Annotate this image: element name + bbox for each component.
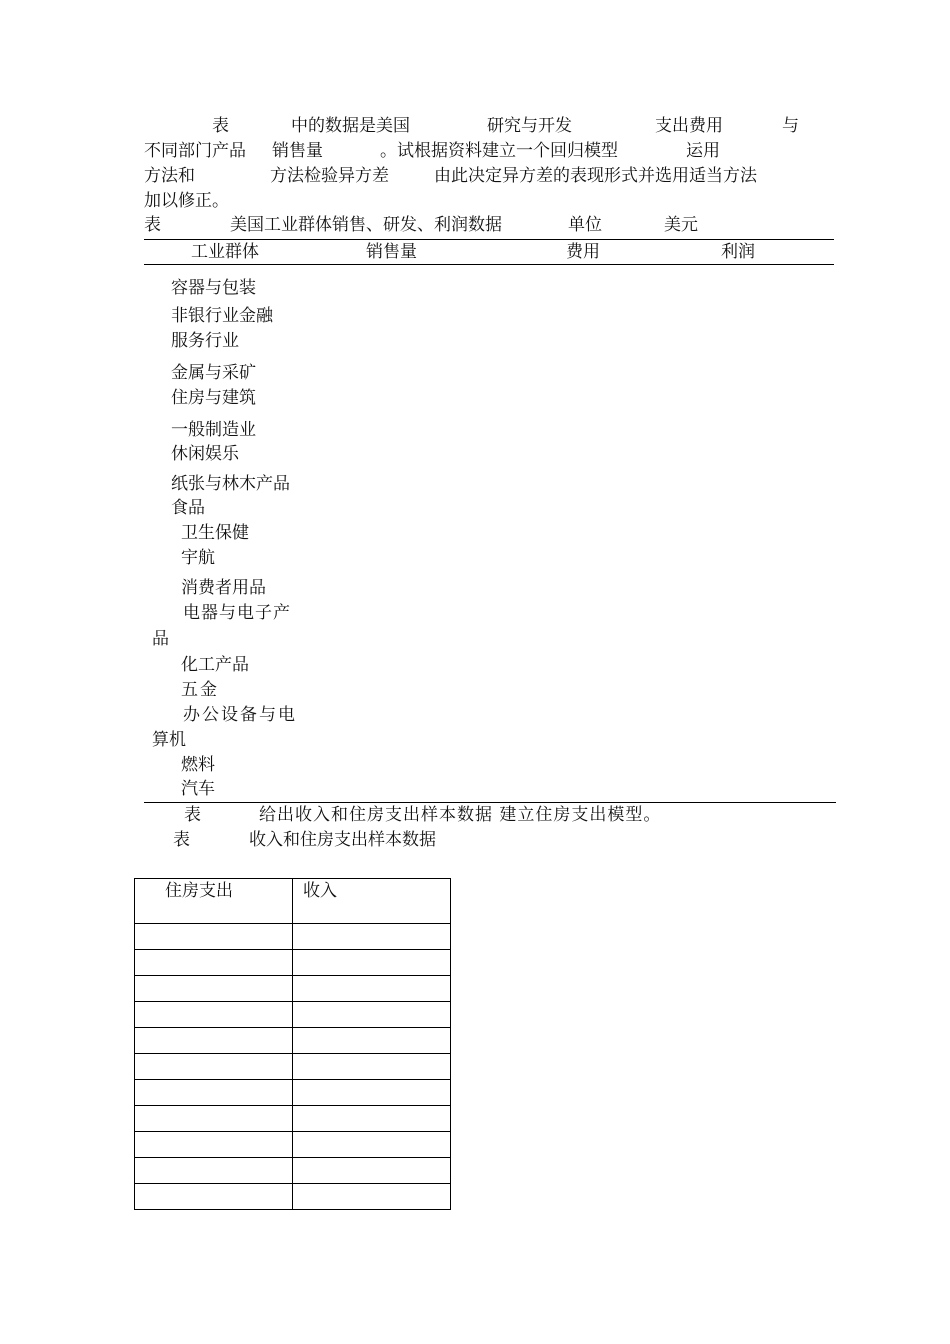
table-cell	[293, 976, 451, 1002]
table1-row-label: 五金	[181, 680, 219, 700]
table1-row-label: 燃料	[181, 755, 215, 775]
table-cell	[293, 1132, 451, 1158]
table-cell	[135, 1132, 293, 1158]
table1-header-profit: 利润	[721, 242, 755, 262]
table-cell	[135, 1002, 293, 1028]
table1-row-label: 宇航	[181, 548, 215, 568]
table-row	[135, 1158, 451, 1184]
table-row	[135, 1106, 451, 1132]
intro-word: 销售量	[272, 141, 323, 161]
table1-bottom-rule	[144, 802, 836, 803]
table-row	[135, 976, 451, 1002]
table-row	[135, 1054, 451, 1080]
table1-row-label: 休闲娱乐	[171, 444, 239, 464]
header-income: 收入	[293, 879, 451, 924]
table-cell	[135, 1028, 293, 1054]
table-row	[135, 924, 451, 950]
table1-row-label: 化工产品	[181, 655, 249, 675]
table1-header-sales: 销售量	[366, 242, 417, 262]
table-cell	[135, 1080, 293, 1106]
table-header-row	[135, 879, 451, 924]
table1-row-label: 一般制造业	[171, 420, 256, 440]
intro-word: 由此决定异方差的表现形式并选用适当方法	[434, 166, 757, 186]
intro-word: 方法检验异方差	[270, 166, 389, 186]
table-cell	[293, 1080, 451, 1106]
table1-row-label: 卫生保健	[181, 523, 249, 543]
table1-header-rule	[144, 264, 834, 265]
table-cell	[135, 1158, 293, 1184]
table-cell	[293, 1002, 451, 1028]
table-cell	[135, 1184, 293, 1210]
table-cell	[293, 1106, 451, 1132]
table-cell	[293, 1054, 451, 1080]
table1-row-label: 金属与采矿	[171, 363, 256, 383]
table1-header-rd-cost: 费用	[566, 242, 600, 262]
table1-row-label: 容器与包装	[171, 278, 256, 298]
table2-caption-title: 收入和住房支出样本数据	[249, 830, 436, 850]
intro-word: 与	[782, 116, 799, 136]
header-housing-spending: 住房支出	[135, 879, 293, 924]
table-cell	[135, 924, 293, 950]
intro-word: 方法和	[144, 166, 195, 186]
housing-income-table	[134, 878, 451, 1210]
table1-row-label: 纸张与林木产品	[171, 474, 290, 494]
intro-word: 支出费用	[655, 116, 723, 136]
table1-row-label-wrap: 品	[152, 629, 169, 649]
intro-word: 中的数据是美国	[291, 116, 410, 136]
table1-row-label: 办公设备与电	[183, 705, 297, 725]
table2-caption-label: 表	[173, 830, 190, 850]
intro-word: 加以修正。	[144, 191, 229, 211]
table1-row-label-wrap: 算机	[152, 730, 186, 750]
table1-caption-label: 表	[144, 215, 161, 235]
table-row	[135, 1028, 451, 1054]
table2-intro-label: 表	[184, 805, 201, 825]
table1-header-group: 工业群体	[191, 242, 259, 262]
table1-row-label: 住房与建筑	[171, 388, 256, 408]
intro-word: 研究与开发	[487, 116, 572, 136]
table-cell	[135, 1054, 293, 1080]
table-row	[135, 1080, 451, 1106]
table-cell	[293, 950, 451, 976]
table1-row-label: 汽车	[181, 779, 215, 799]
table-cell	[135, 950, 293, 976]
intro-word: 运用	[686, 141, 720, 161]
intro-word-table-ref: 表	[212, 116, 229, 136]
table-cell	[135, 1106, 293, 1132]
table1-row-label: 电器与电子产	[183, 603, 291, 623]
table-row	[135, 1184, 451, 1210]
table1-row-label: 食品	[171, 498, 205, 518]
table1-row-label: 服务行业	[171, 331, 239, 351]
table-cell	[293, 1184, 451, 1210]
intro-word: 。试根据资料建立一个回归模型	[380, 141, 618, 161]
table1-top-rule	[144, 239, 834, 240]
table2-intro-text: 给出收入和住房支出样本数据 建立住房支出模型。	[259, 805, 662, 825]
intro-word: 不同部门产品	[144, 141, 246, 161]
table1-row-label: 消费者用品	[181, 578, 266, 598]
table-cell	[135, 976, 293, 1002]
table-cell	[293, 924, 451, 950]
table-cell	[293, 1158, 451, 1184]
table-cell	[293, 1028, 451, 1054]
table-row	[135, 1002, 451, 1028]
table1-caption-title: 美国工业群体销售、研发、利润数据	[230, 215, 502, 235]
table1-caption-unit-label: 单位	[568, 215, 602, 235]
table1-row-label: 非银行业金融	[171, 306, 273, 326]
table1-caption-unit: 美元	[664, 215, 698, 235]
table-row	[135, 950, 451, 976]
table-row	[135, 1132, 451, 1158]
